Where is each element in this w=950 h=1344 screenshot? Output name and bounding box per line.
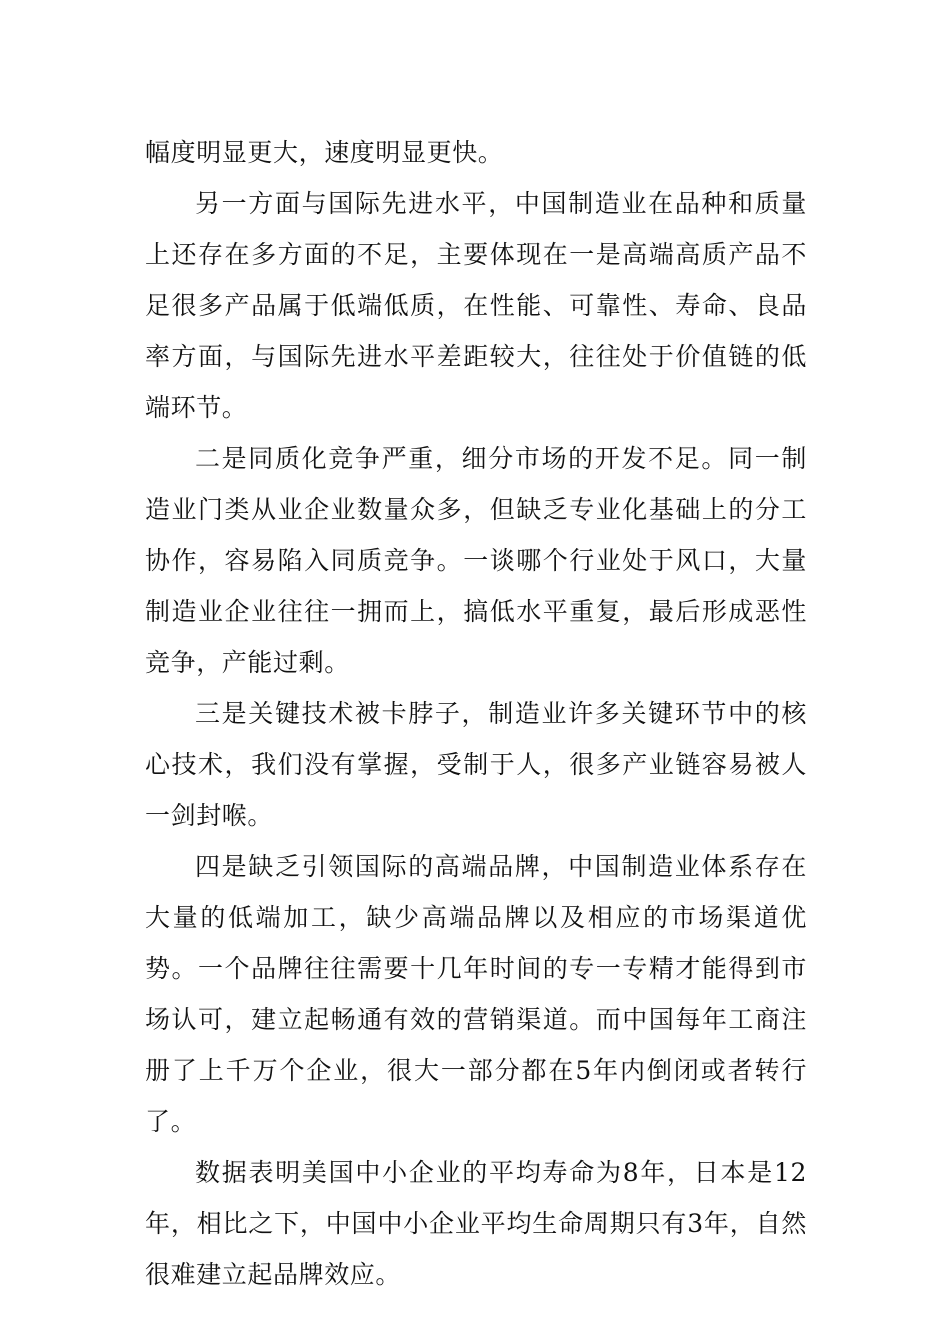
paragraph-point-three: 三是关键技术被卡脖子，制造业许多关键环节中的核心技术，我们没有掌握，受制于人，很多产业链容易被人一剑封喉。 (145, 699, 807, 830)
document-body (145, 127, 807, 1300)
paragraph-overview: 另一方面与国际先进水平，中国制造业在品种和质量上还存在多方面的不足，主要体现在一是高端高质产品不足很多产品属于低端低质，在性能、可靠性、寿命、良品率方面，与国际先进水平差距较大，往往处于价值链的低端环节。 (145, 189, 807, 422)
paragraph-continuation: 幅度明显更大，速度明显更快。 (145, 138, 504, 167)
paragraph-data-summary: 数据表明美国中小企业的平均寿命为8年，日本是12年，相比之下，中国中小企业平均生命周期只有3年，自然很难建立起品牌效应。 (145, 1158, 807, 1289)
paragraph-point-four: 四是缺乏引领国际的高端品牌，中国制造业体系存在大量的低端加工，缺少高端品牌以及相应的市场渠道优势。一个品牌往往需要十几年时间的专一专精才能得到市场认可，建立起畅通有效的营销渠道。而中国每年工商注册了上千万个企业，很大一部分都在5年内倒闭或者转行了。 (145, 852, 807, 1136)
paragraph-point-two: 二是同质化竞争严重，细分市场的开发不足。同一制造业门类从业企业数量众多，但缺乏专业化基础上的分工协作，容易陷入同质竞争。一谈哪个行业处于风口，大量制造业企业往往一拥而上，搞低水平重复，最后形成恶性竞争，产能过剩。 (145, 444, 807, 677)
